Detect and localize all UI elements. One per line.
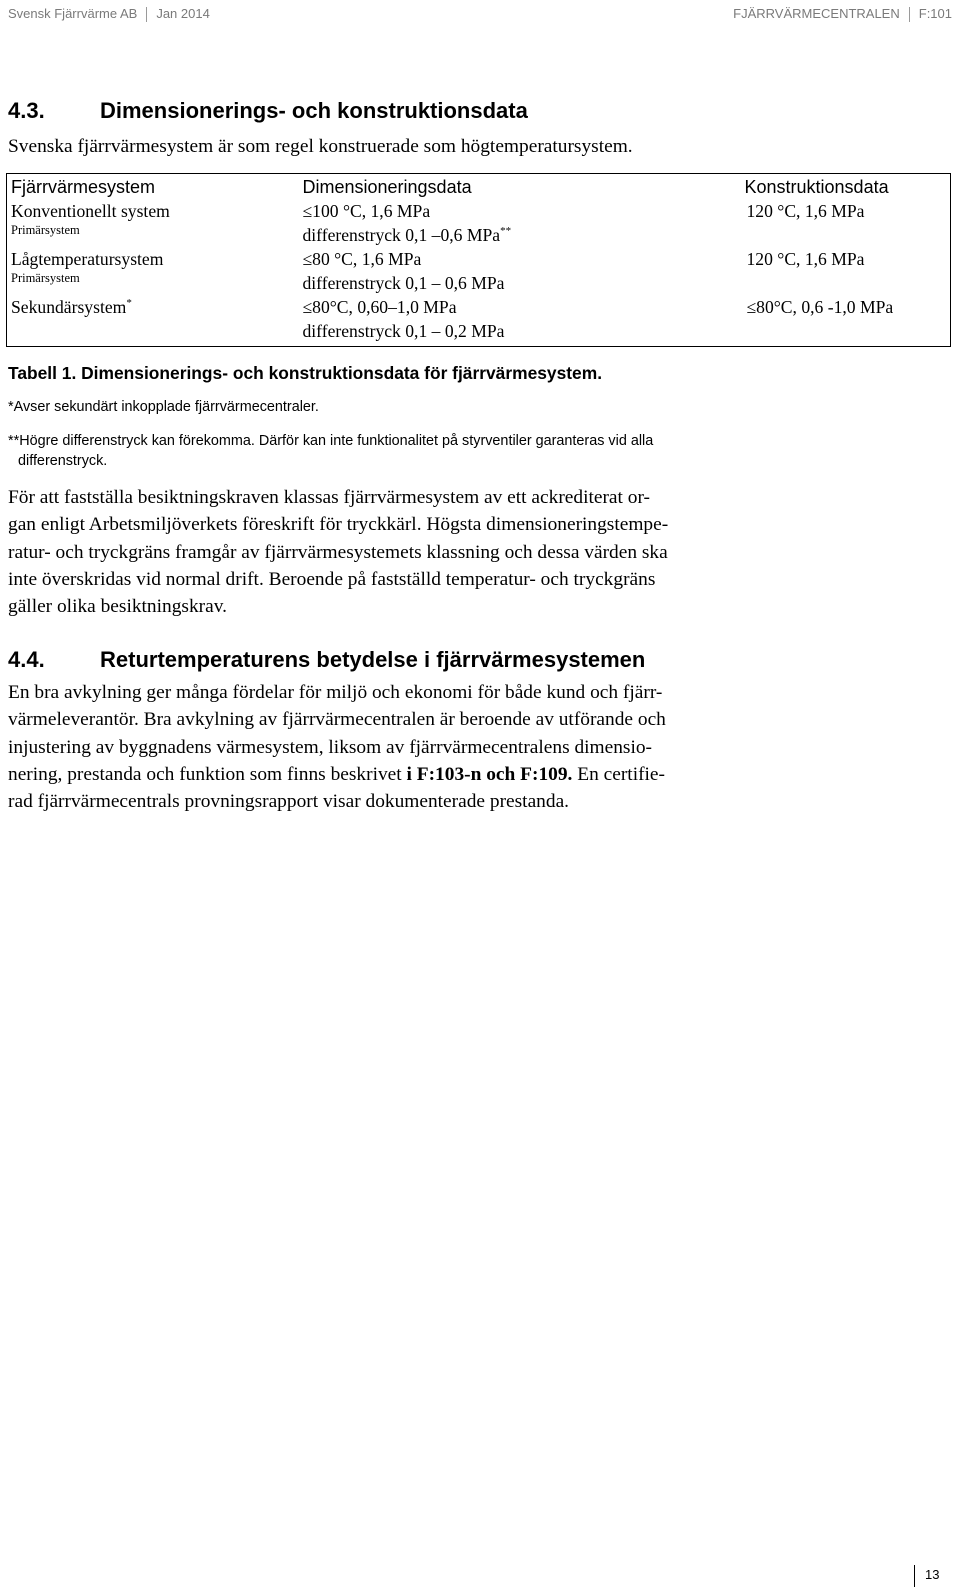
footnote: *Avser sekundärt inkopplade fjärrvärmecentraler.: [8, 399, 319, 415]
table-row: [7, 247, 951, 295]
system-cell: [7, 199, 283, 247]
dimension-value: ≤80 °C, 1,6 MPa: [302, 249, 422, 269]
section-heading: [8, 98, 528, 124]
body-paragraph: [8, 679, 666, 815]
paragraph-line: gäller olika besiktningskrav.: [8, 596, 227, 618]
construction-cell: [583, 295, 951, 347]
dimension-value: ≤80°C, 0,60–1,0 MPa: [302, 297, 457, 317]
table-caption: Tabell 1. Dimensionerings- och konstruktionsdata för fjärrvärmesystem.: [8, 363, 603, 383]
system-name: Sekundärsystem: [11, 297, 127, 317]
paragraph-line: injustering av byggnadens värmesystem, liksom av fjärrvärmecentralens dimensio-: [8, 736, 653, 758]
system-name: Lågtemperatursystem: [11, 249, 164, 269]
construction-cell: [583, 199, 951, 247]
section-number: 4.3.: [8, 98, 45, 123]
construction-cell: [583, 247, 951, 295]
table-header-cell: Konstruktionsdata: [744, 176, 889, 197]
header-divider: [909, 7, 910, 22]
paragraph-line: nering, prestanda och funktion som finns beskrivet i F:103-n och F:109. En certifie-: [8, 763, 665, 785]
paragraph-line: värmeleverantör. Bra avkylning av fjärrvärmecentralen är beroende av utförande och: [8, 709, 666, 731]
page-header: [8, 6, 952, 26]
system-cell: [7, 295, 283, 347]
system-type: Primärsystem: [11, 271, 80, 285]
section-intro: Svenska fjärrvärmesystem är som regel konstruerade som högtemperatursystem.: [8, 136, 633, 157]
table-header-row: [7, 174, 951, 200]
data-table: [6, 173, 951, 347]
section-number: 4.4.: [8, 647, 45, 672]
differential-pressure: differenstryck 0,1 – 0,6 MPa: [302, 273, 505, 293]
header-divider: [146, 7, 147, 22]
paragraph-line: En bra avkylning ger många fördelar för miljö och ekonomi för både kund och fjärr-: [8, 682, 663, 703]
section-title: Returtemperaturens betydelse i fjärrvärmesystemen: [100, 647, 646, 672]
construction-value: ≤80°C, 0,6 -1,0 MPa: [746, 297, 894, 317]
paragraph-line: ratur- och tryckgräns framgår av fjärrvärmesystemets klassning och dessa värden ska: [8, 541, 668, 563]
table-row: [7, 295, 951, 347]
footnote-mark: **: [500, 225, 512, 238]
paragraph-line: För att fastställa besiktningskraven klassas fjärrvärmesystem av ett ackrediterat or-: [8, 487, 650, 508]
body-paragraph: [8, 484, 668, 620]
system-cell: [7, 247, 283, 295]
paragraph-line: gan enligt Arbetsmiljöverkets föreskrift för tryckkärl. Högsta dimensioneringstempe-: [8, 514, 669, 536]
section-heading: [8, 647, 645, 673]
table-header-cell: Dimensioneringsdata: [302, 176, 472, 197]
paragraph-line: inte överskridas vid normal drift. Beroende på fastställd temperatur- och tryckgräns: [8, 568, 656, 590]
footnote: differenstryck.: [18, 453, 108, 469]
page-number: 13: [914, 1565, 939, 1587]
differential-pressure: differenstryck 0,1 – 0,2 MPa: [302, 321, 505, 341]
dimension-cell: [283, 199, 583, 247]
header-right: [733, 6, 952, 22]
system-name: Konventionellt system: [11, 201, 170, 221]
footnote: **Högre differenstryck kan förekomma. Därför kan inte funktionalitet på styrventiler garanteras vid alla: [8, 433, 654, 449]
dimension-value: ≤100 °C, 1,6 MPa: [302, 201, 431, 221]
header-date: Jan 2014: [156, 6, 210, 21]
paragraph-line: rad fjärrvärmecentrals provningsrapport visar dokumenterade prestanda.: [8, 791, 570, 813]
system-type: Primärsystem: [11, 223, 80, 237]
table-header-cell: Fjärrvärmesystem: [11, 176, 156, 197]
table-row: [7, 199, 951, 247]
section-title: Dimensionerings- och konstruktionsdata: [100, 98, 528, 123]
construction-value: 120 °C, 1,6 MPa: [746, 201, 865, 221]
document-reference: i F:103-n och F:109.: [406, 763, 573, 785]
dimension-cell: [283, 247, 583, 295]
header-left: [8, 6, 210, 22]
header-company: Svensk Fjärrvärme AB: [8, 6, 138, 21]
construction-value: 120 °C, 1,6 MPa: [746, 249, 865, 269]
header-section: FJÄRRVÄRMECENTRALEN: [733, 6, 900, 21]
dimension-cell: [283, 295, 583, 347]
footnote-mark: *: [126, 297, 132, 310]
differential-pressure: differenstryck 0,1 –0,6 MPa**: [302, 225, 512, 245]
header-doc-id: F:101: [918, 6, 952, 21]
